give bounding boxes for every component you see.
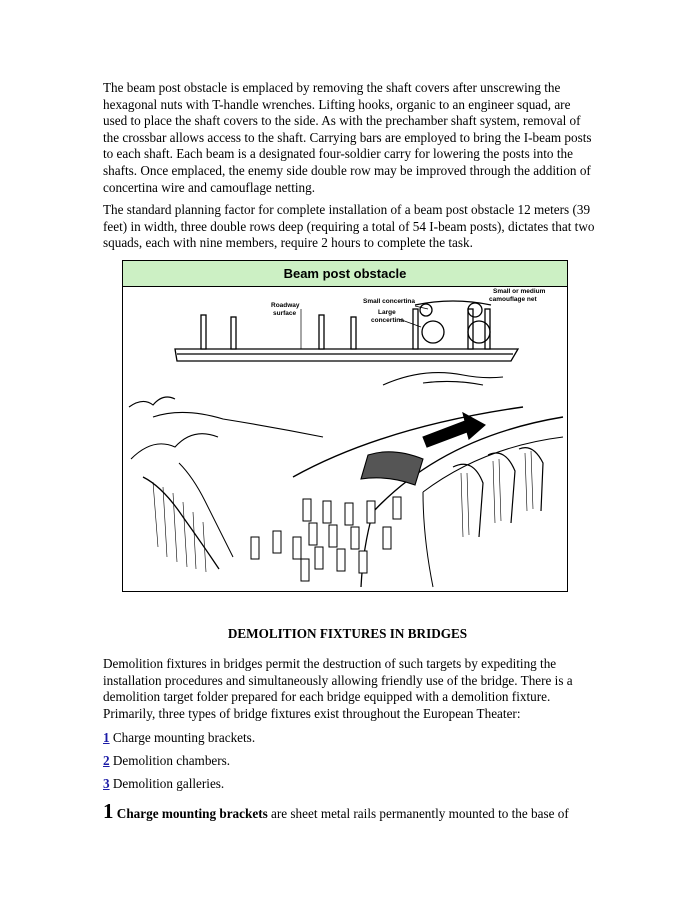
list-text-2: Demolition chambers.: [109, 752, 231, 768]
list-link-3[interactable]: 3: [103, 775, 110, 791]
section-title: DEMOLITION FIXTURES IN BRIDGES: [227, 626, 468, 641]
list-item: [103, 730, 595, 747]
perspective-illustration: [129, 373, 563, 587]
item-number: 1: [103, 799, 114, 824]
label-large-1: Large: [378, 309, 396, 316]
section-intro: Demolition fixtures in bridges permit the destruction of such targets by expediting the installation procedures and simultaneously allowing friendly use of the bridge. There is a demolition target folder prepared for each bridge equipped with a demolition fixture. Primarily, three types of bridge fixtures exist throughout the European Theater:: [103, 656, 573, 721]
paragraph-planning-factor: The standard planning factor for complete installation of a beam post obstacle 12 meters (39 feet) in width, three double rows deep (requiring a total of 54 I-beam posts), dictates that two squads, each with nine members, require 2 hours to complete the task.: [103, 202, 595, 251]
label-camo-1: Small or medium: [493, 288, 546, 295]
label-roadway-1: Roadway: [271, 302, 300, 309]
label-large-2: concertina: [371, 317, 404, 324]
list-link-2[interactable]: 2: [103, 752, 110, 768]
list-text-3: Demolition galleries.: [109, 775, 225, 791]
list-item: [103, 776, 595, 793]
beam-post-illustration: [123, 287, 566, 590]
list-link-1[interactable]: 1: [103, 730, 110, 746]
body-text: [103, 80, 595, 260]
i-beam-posts: [251, 497, 401, 581]
label-roadway-2: surface: [273, 310, 297, 317]
label-camo-2: camouflage net: [489, 296, 537, 303]
label-small-concertina: Small concertina: [363, 298, 416, 305]
list-text-1: Charge mounting brackets.: [109, 730, 256, 746]
charge-brackets-text: are sheet metal rails permanently mounted to the base of: [267, 806, 569, 822]
charge-brackets-paragraph: [103, 799, 595, 824]
figure-title: Beam post obstacle: [123, 261, 567, 287]
cross-section-diagram: [175, 301, 518, 361]
section-body: [103, 656, 595, 823]
paragraph-installation: The beam post obstacle is emplaced by removing the shaft covers after unscrewing the hexagonal nuts with T-handle wrenches. Lifting hooks, organic to an engineer squad, are used to place the shaft covers to the side. As with the prechamber shaft system, removal of the crossbar allows access to the shaft. Carrying bars are employed to bring the I-beam posts to each shaft. Each beam is a designated four-soldier carry for lowering the posts into the shafts. Once emplaced, the enemy side double row may be improved through the addition of concertina wire and camouflage netting.: [103, 80, 592, 195]
list-item: [103, 753, 595, 770]
charge-brackets-term: Charge mounting brackets: [116, 806, 268, 822]
beam-post-figure: [122, 260, 568, 592]
